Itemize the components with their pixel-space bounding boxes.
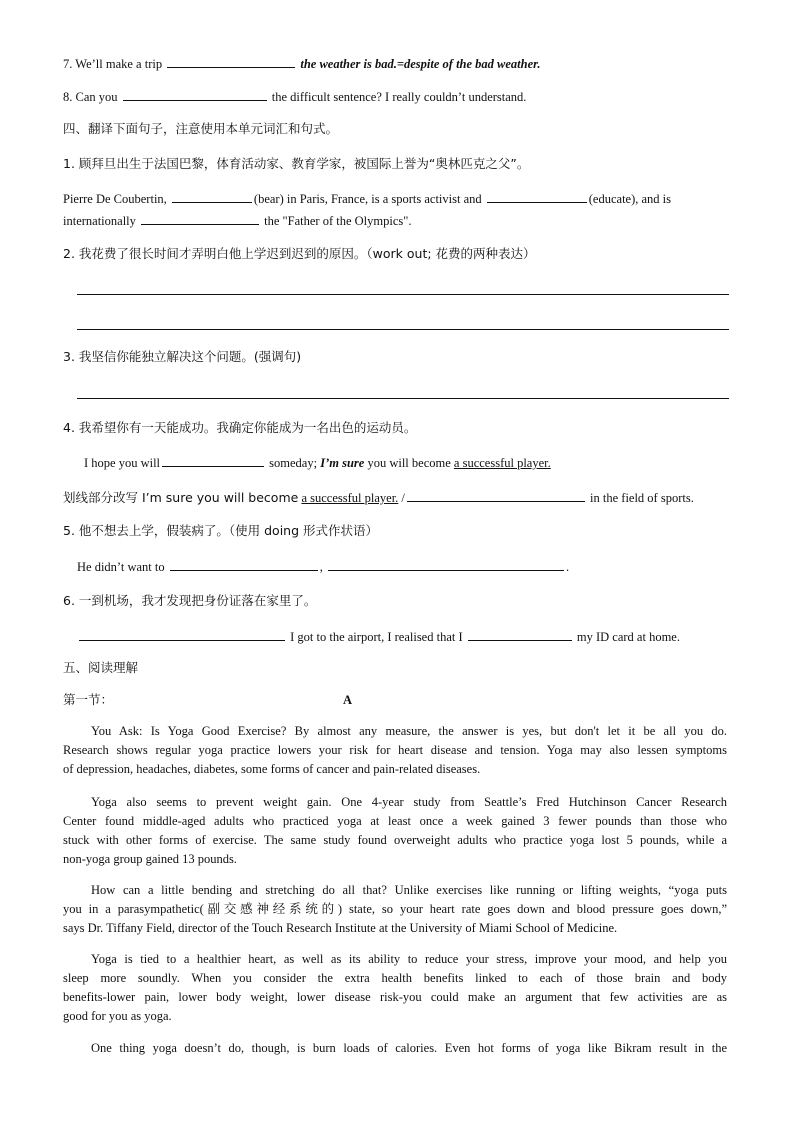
section-5-title: 五、阅读理解 xyxy=(63,660,139,675)
answer-line[interactable] xyxy=(77,398,729,399)
answer-blank[interactable] xyxy=(162,454,264,467)
answer-blank[interactable] xyxy=(468,628,572,641)
answer-blank[interactable] xyxy=(170,558,318,571)
translation-5-prompt: 5. 他不想去上学，假装病了。（使用 doing 形式作状语） xyxy=(63,523,379,538)
answer-blank[interactable] xyxy=(407,489,585,502)
translation-1-line-a: Pierre De Coubertin, (bear) in Paris, France, is a sports activist and (educate), and is xyxy=(63,192,672,206)
section-4-title: 四、翻译下面句子，注意使用本单元词汇和句式。 xyxy=(63,121,339,136)
answer-blank[interactable] xyxy=(167,55,295,68)
translation-6-line: I got to the airport, I realised that I my ID card at home. xyxy=(77,628,680,645)
passage-paragraph-4: Yoga is tied to a healthier heart, as well as its ability to reduce your stress, improve your mood, and help you sleep more soundly. When you consider the extra health benefits linked to each of those brain and body benefits-lower pain, lower body weight, lower disease risk-you could make an argument that few activities are as good for you as yoga. xyxy=(63,952,727,1023)
answer-blank[interactable] xyxy=(141,212,259,225)
answer-blank[interactable] xyxy=(123,88,267,101)
answer-blank[interactable] xyxy=(79,628,285,641)
answer-blank[interactable] xyxy=(487,190,587,203)
passage-letter: A xyxy=(343,693,353,707)
translation-4-line-a: I hope you will someday; I’m sure you will become a successful player. xyxy=(84,456,551,470)
answer-line[interactable] xyxy=(77,294,729,295)
translation-4-line-b: 划线部分改写 I’m sure you will become a successful player. / in the field of sports. xyxy=(63,490,694,505)
translation-1-line-b: internationally the "Father of the Olympics". xyxy=(63,214,412,228)
translation-5-line: He didn’t want to , . xyxy=(77,560,570,574)
passage-paragraph-1: You Ask: Is Yoga Good Exercise? By almost any measure, the answer is yes, but don't let it be all you do. Research shows regular yoga practice lowers your risk for heart disease and tension. Yoga may also lessen symptoms of depression, headaches, diabetes, some forms of cancer and pain-related diseases. xyxy=(63,724,727,776)
translation-4-prompt: 4. 我希望你有一天能成功。我确定你能成为一名出色的运动员。 xyxy=(63,420,417,435)
passage-paragraph-5: One thing yoga doesn’t do, though, is burn loads of calories. Even hot forms of yoga like Bikram result in the xyxy=(91,1041,727,1055)
translation-3-prompt: 3. 我坚信你能独立解决这个问题。(强调句) xyxy=(63,349,302,364)
question-7: 7. We’ll make a trip the weather is bad.=despite of the bad weather. xyxy=(63,57,541,71)
passage-paragraph-2: Yoga also seems to prevent weight gain. One 4-year study from Seattle’s Fred Hutchinson Cancer Research Center found middle-aged adults who practiced yoga at least once a week gained 3 fewer pounds than those who stuck with other forms of exercise. The same study found overweight adults who practice yoga lost 5 pounds, while a non-yoga group gained 13 pounds. xyxy=(63,795,727,866)
translation-6-prompt: 6. 一到机场，我才发现把身份证落在家里了。 xyxy=(63,593,317,608)
answer-blank[interactable] xyxy=(328,558,564,571)
translation-1-prompt: 1. 顾拜旦出生于法国巴黎，体育活动家、教育学家，被国际上誉为“奥林匹克之父”。 xyxy=(63,156,530,171)
question-8: 8. Can you the difficult sentence? I really couldn’t understand. xyxy=(63,90,527,104)
section-5-part: 第一节： xyxy=(63,692,114,707)
answer-line[interactable] xyxy=(77,329,729,330)
translation-2-prompt: 2. 我花费了很长时间才弄明白他上学迟到迟到的原因。（work out; 花费的两种表达） xyxy=(63,246,536,261)
passage-paragraph-3: How can a little bending and stretching do all that? Unlike exercises like running or lifting weights, “yoga puts you in a parasympathetic(副交感神经系统的) state, so your heart rate goes down and blood pressure goes down,” says Dr. Tiffany Field, director of the Touch Research Institute at the University of Miami School of Medicine. xyxy=(63,883,727,935)
answer-blank[interactable] xyxy=(172,190,252,203)
